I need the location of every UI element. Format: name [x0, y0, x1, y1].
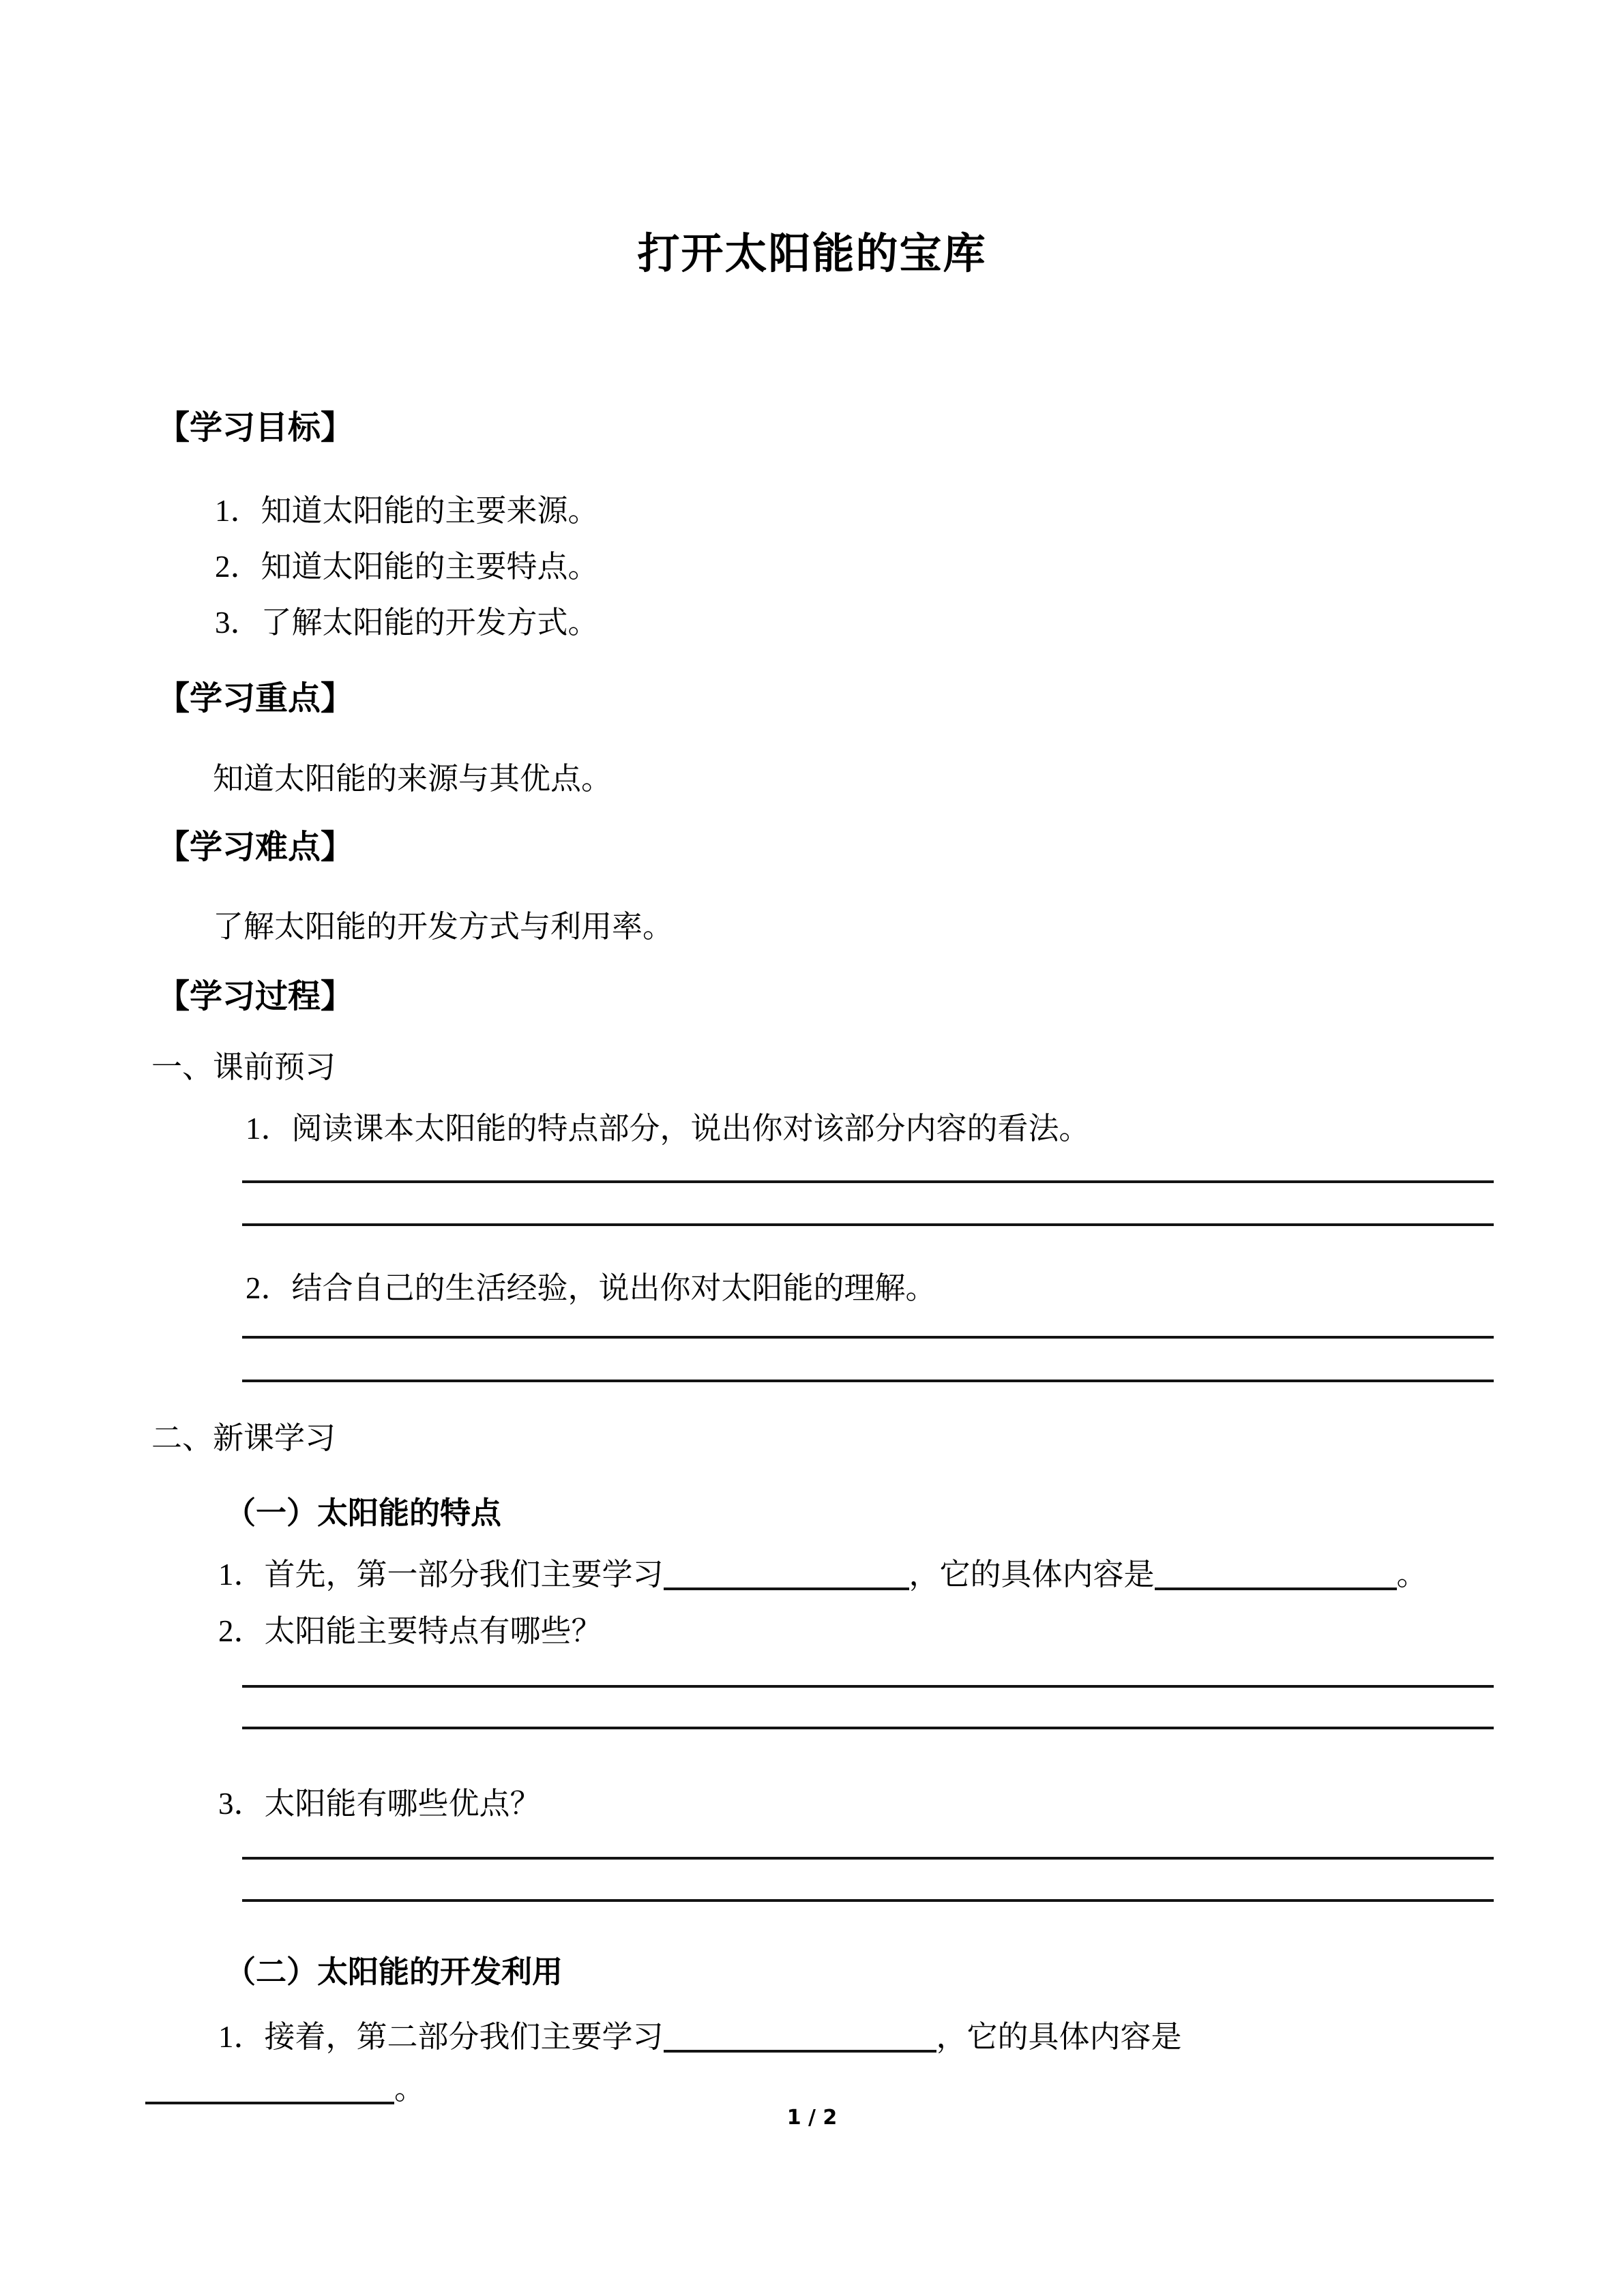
fill-in-blank [145, 2071, 394, 2104]
part1-q1-prefix: 1．首先，第一部分我们主要学习 [218, 1557, 664, 1592]
part2-q1-end: 。 [394, 2072, 426, 2106]
part1-heading: （一）太阳能的特点 [225, 1496, 502, 1530]
answer-line [242, 1899, 1494, 1902]
fill-in-blank [1155, 1557, 1397, 1590]
document-title: 打开太阳能的宝库 [637, 231, 987, 278]
objective-item: 2．知道太阳能的主要特点。 [215, 550, 599, 584]
part1-q1-end: 。 [1396, 1557, 1428, 1592]
answer-line [242, 1336, 1494, 1339]
answer-line [242, 1857, 1494, 1860]
part2-question-1-line2 [145, 2063, 425, 2108]
section-heading-objectives: 【学习目标】 [157, 410, 354, 446]
answer-line [242, 1223, 1494, 1226]
pre-study-question-2: 2．结合自己的生活经验，说出你对太阳能的理解。 [246, 1271, 936, 1305]
section-heading-key-points: 【学习重点】 [157, 681, 354, 717]
part1-q1-middle: ，它的具体内容是 [909, 1557, 1155, 1592]
section-heading-difficulties: 【学习难点】 [157, 829, 354, 865]
answer-line [242, 1380, 1494, 1382]
answer-line [242, 1727, 1494, 1729]
part2-q1-prefix: 1．接着，第二部分我们主要学习 [218, 2020, 664, 2054]
section-heading-process: 【学习过程】 [157, 979, 354, 1015]
part2-q1-middle: ，它的具体内容是 [936, 2020, 1182, 2054]
part1-question-3: 3．太阳能有哪些优点？ [218, 1787, 541, 1821]
page-number: 1 / 2 [786, 2106, 838, 2130]
part1-question-2: 2．太阳能主要特点有哪些？ [218, 1614, 602, 1648]
part2-question-1-line1 [218, 2012, 1182, 2056]
part1-question-1 [218, 1549, 1428, 1594]
objective-item: 1．知道太阳能的主要来源。 [215, 494, 599, 528]
fill-in-blank [664, 1557, 909, 1590]
objective-item: 3．了解太阳能的开发方式。 [215, 606, 599, 640]
part2-heading: （二）太阳能的开发利用 [225, 1955, 563, 1989]
new-lesson-heading: 二、新课学习 [151, 1421, 336, 1455]
fill-in-blank [664, 2019, 936, 2053]
key-points-text: 知道太阳能的来源与其优点。 [213, 762, 612, 796]
pre-study-heading: 一、课前预习 [151, 1050, 336, 1084]
difficulties-text: 了解太阳能的开发方式与利用率。 [213, 910, 674, 944]
answer-line [242, 1180, 1494, 1183]
pre-study-question-1: 1．阅读课本太阳能的特点部分，说出你对该部分内容的看法。 [246, 1112, 1090, 1146]
answer-line [242, 1685, 1494, 1688]
